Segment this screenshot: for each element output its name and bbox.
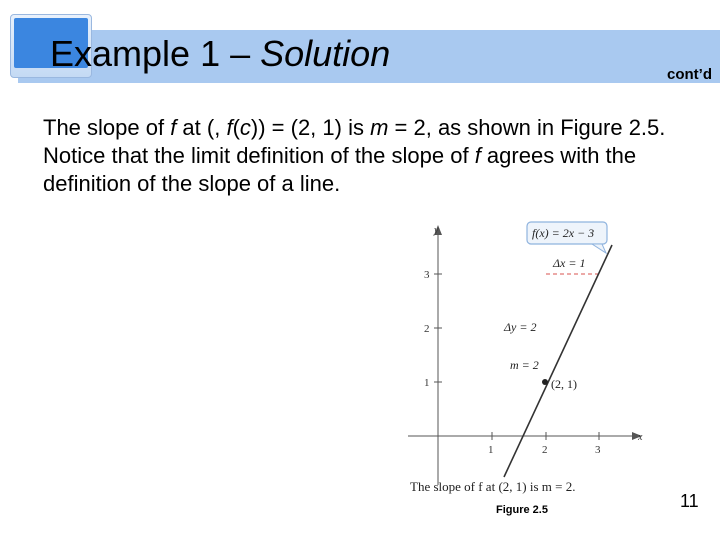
body-var-f: f <box>170 115 177 140</box>
page-number: 11 <box>680 491 699 511</box>
body-text-5: = 2, as shown in Figure 2.5. Notice that the limit definition of the slope of <box>43 115 666 168</box>
point-label: (2, 1) <box>551 377 577 391</box>
y-tick-label-2: 2 <box>424 323 430 335</box>
x-tick-label-2: 2 <box>542 444 548 456</box>
callout-pointer <box>592 244 606 253</box>
body-var-m: m <box>370 115 389 140</box>
body-text-1: The slope of <box>43 115 171 140</box>
x-tick-label-3: 3 <box>595 444 601 456</box>
figure-caption: Figure 2.5 <box>496 504 548 516</box>
y-axis-label: y <box>434 225 439 236</box>
delta-y-label: Δy = 2 <box>504 320 537 334</box>
y-tick-label-1: 1 <box>424 377 430 389</box>
title-italic: Solution <box>260 33 391 74</box>
title-main: Example 1 – <box>50 33 261 74</box>
x-tick-label-1: 1 <box>488 444 494 456</box>
y-tick-label-3: 3 <box>424 269 430 281</box>
body-var-c: c <box>239 115 251 140</box>
x-axis-label: x <box>638 432 643 443</box>
slope-label: m = 2 <box>510 358 539 372</box>
body-var-f: f <box>226 115 233 140</box>
continued-label: cont’d <box>667 66 712 83</box>
body-text-6: agrees with the definition of the slope of a line. <box>43 143 637 196</box>
body-var-f: f <box>474 143 481 168</box>
function-label: f(x) = 2x − 3 <box>532 226 595 240</box>
slide-title <box>50 33 390 75</box>
figure-inner-caption: The slope of f at (2, 1) is m = 2. <box>410 479 576 494</box>
slope-figure <box>400 215 650 500</box>
point-marker <box>542 379 548 385</box>
body-text-2: at (, <box>176 115 227 140</box>
body-text-4: )) = (2, 1) is <box>250 115 371 140</box>
body-text-3: ( <box>232 115 240 140</box>
body-paragraph <box>43 114 693 198</box>
delta-x-label: Δx = 1 <box>553 256 586 270</box>
